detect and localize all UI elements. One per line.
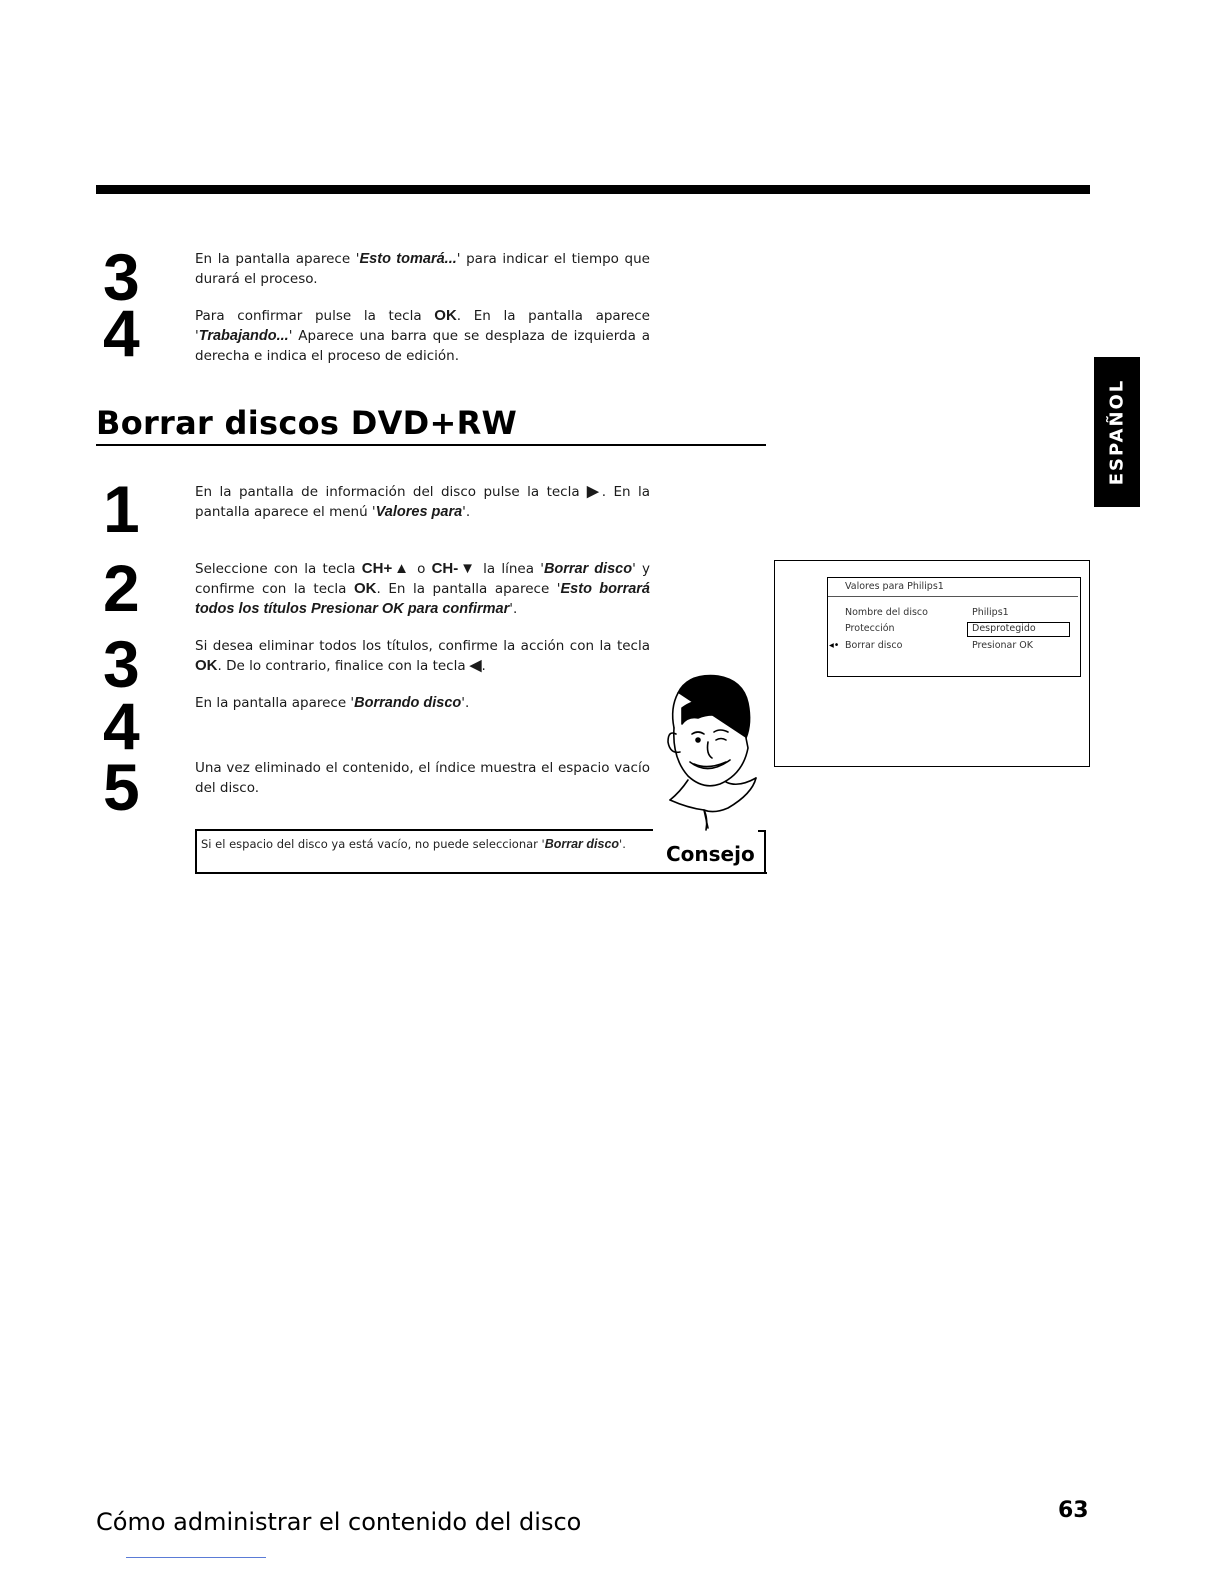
osd-menu-title: Valores para Philips1 xyxy=(845,581,944,592)
tip-label: Consejo xyxy=(666,842,755,866)
step-number-5: 5 xyxy=(103,750,140,824)
section-title: Borrar discos DVD+RW xyxy=(96,404,518,442)
osd-cursor-icon: ◂• xyxy=(829,640,840,651)
osd-divider xyxy=(828,596,1078,597)
step-3b-text: Si desea eliminar todos los títulos, confirme la acción con la tecla OK. De lo contrario, finalice con la tecla ◀. xyxy=(195,638,650,674)
tip-box-corner xyxy=(758,830,766,832)
footer-blue-line xyxy=(126,1557,266,1558)
osd-row-label: Nombre del disco xyxy=(845,607,928,618)
step-4b-text: En la pantalla aparece 'Borrando disco'. xyxy=(195,695,470,711)
tip-box-top-rule xyxy=(195,829,653,831)
step-2-text: Seleccione con la tecla CH+▲ o CH-▼ la línea 'Borrar disco' y confirme con la tecla OK. En la pantalla aparece 'Esto borrará todos los títulos Presionar OK para confirmar'. xyxy=(195,560,650,617)
language-tab-label: ESPAÑOL xyxy=(1106,378,1128,486)
step-number-1: 1 xyxy=(103,472,140,546)
language-tab xyxy=(1094,357,1140,507)
section-title-rule xyxy=(96,444,766,446)
step-number-3b: 3 xyxy=(103,627,140,701)
step-1-text: En la pantalla de información del disco pulse la tecla ▶. En la pantalla aparece el menú 'Valores para'. xyxy=(195,483,651,520)
step-number-3: 3 xyxy=(103,240,140,314)
step-number-4b: 4 xyxy=(103,689,140,763)
top-rule xyxy=(96,185,1090,194)
osd-row-label: Borrar disco xyxy=(845,640,903,651)
tip-text: Si el espacio del disco ya está vacío, no puede seleccionar 'Borrar disco'. xyxy=(201,837,626,851)
osd-row-value: Philips1 xyxy=(972,607,1009,618)
osd-row-value: Desprotegido xyxy=(972,623,1036,634)
footer-title: Cómo administrar el contenido del disco xyxy=(96,1508,582,1536)
step-4-text: Para confirmar pulse la tecla OK. En la pantalla aparece 'Trabajando...' Aparece una barra que se desplaza de izquierda a derecha e indica el proceso de edición. xyxy=(195,307,650,364)
step-number-2: 2 xyxy=(103,551,140,625)
page-number: 63 xyxy=(1058,1498,1089,1523)
tip-box-right-rule xyxy=(764,830,766,874)
step-3-text: En la pantalla aparece 'Esto tomará...' para indicar el tiempo que durará el proceso. xyxy=(195,251,650,287)
osd-row-value: Presionar OK xyxy=(972,640,1033,651)
mascot-illustration xyxy=(648,668,766,833)
osd-row-label: Protección xyxy=(845,623,895,634)
step-number-4: 4 xyxy=(103,296,140,370)
step-5-text: Una vez eliminado el contenido, el índice muestra el espacio vacío del disco. xyxy=(195,760,650,796)
